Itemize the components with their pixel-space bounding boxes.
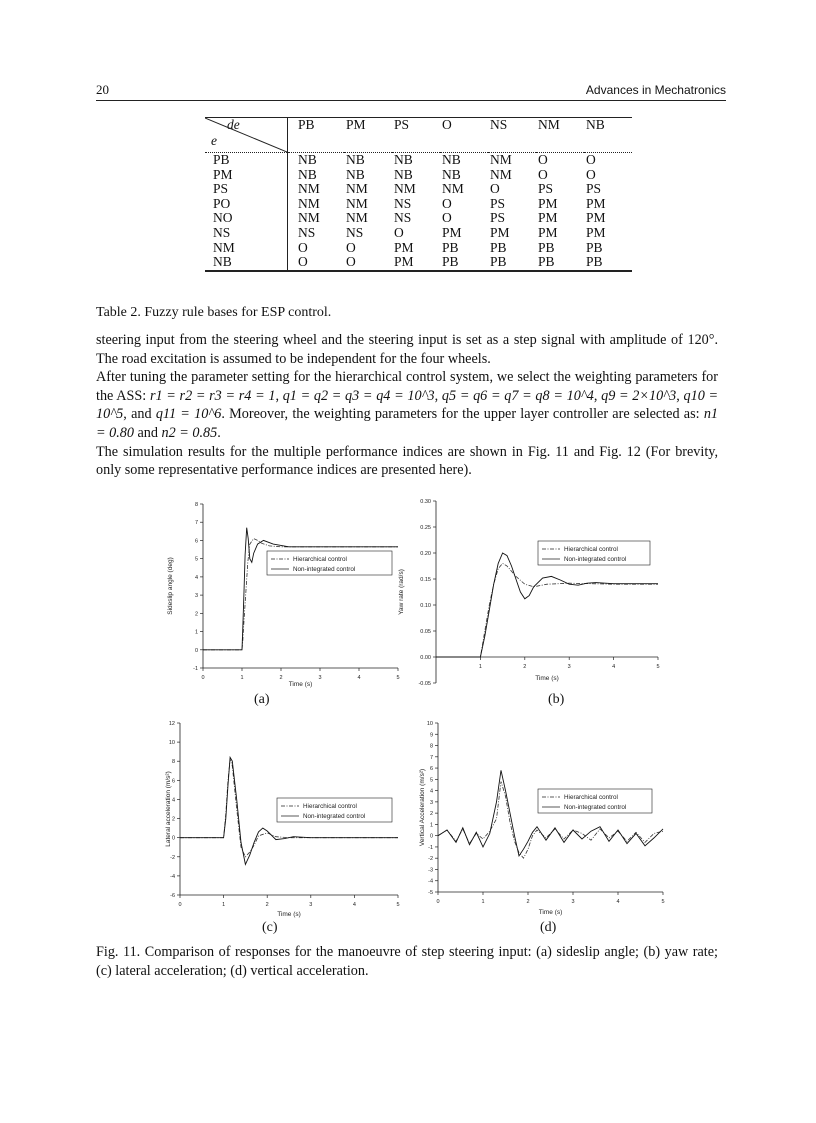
x-tick-label: 4	[357, 675, 361, 681]
y-tick-label: 0	[429, 833, 433, 840]
table-caption: Table 2. Fuzzy rule bases for ESP control.	[96, 305, 332, 320]
y-tick-label: 10	[168, 740, 175, 747]
y-tick-label: 0.25	[420, 525, 431, 531]
table-cell: O	[344, 255, 392, 271]
y-tick-label: -0.05	[418, 681, 431, 687]
paragraph-3: The simulation results for the multiple performance indices are shown in Fig. 11 and Fig. 12 (For brevity, only some representative performance indices are presented here).	[96, 443, 718, 479]
table-cell: NB	[298, 152, 317, 167]
y-tick-label: -1	[193, 666, 198, 672]
table-col-header: NS	[488, 118, 536, 153]
y-tick-label: 4	[429, 788, 433, 795]
y-tick-label: -4	[428, 878, 433, 885]
y-tick-label: -1	[428, 844, 433, 851]
chart-lateral-acceleration	[160, 715, 410, 920]
table-cell: NB	[346, 166, 365, 182]
x-tick-label: 1	[481, 899, 485, 905]
table-cell: PM	[392, 255, 440, 271]
chart-yaw-rate	[393, 496, 663, 696]
table-cell: PB	[442, 239, 459, 255]
table-cell: PB	[488, 255, 536, 271]
eq-n1: n1 = 0.80	[96, 406, 719, 441]
running-title: Advances in Mechatronics	[585, 83, 726, 97]
y-tick-label: -3	[428, 867, 433, 874]
y-tick-label: 0.00	[420, 655, 431, 661]
x-tick-label: 3	[309, 902, 313, 908]
x-tick-label: 4	[616, 899, 620, 905]
table-cell: PB	[440, 255, 488, 271]
x-tick-label: 5	[656, 664, 660, 670]
y-tick-label: 1	[194, 629, 198, 636]
panel-label-b: (b)	[548, 692, 565, 707]
table-col-header: NB	[584, 118, 632, 153]
y-axis-label: Vertical Acceleration (m/s²)	[419, 768, 426, 847]
corner-diagonal	[205, 118, 287, 152]
table-corner	[205, 118, 288, 153]
table-cell: PB	[586, 239, 603, 255]
table-row	[205, 168, 632, 183]
y-tick-label: 0	[194, 647, 198, 654]
row-header: NB	[205, 255, 288, 271]
y-tick-label: 4	[171, 797, 175, 804]
fuzzy-rule-table	[205, 117, 632, 272]
table-cell: PM	[538, 224, 558, 240]
row-header: PO	[205, 197, 288, 212]
eq-n2: n2 = 0.85	[161, 424, 218, 441]
page-header	[96, 80, 726, 101]
table-cell: PS	[586, 181, 602, 197]
x-tick-label: 1	[478, 664, 482, 670]
p2-intro: After tuning the parameter setting for the hierarchical control system, we select the weighting parameters for the ASS:	[96, 369, 718, 404]
y-tick-label: 7	[429, 754, 433, 761]
x-tick-label: 5	[396, 902, 400, 908]
table-row	[205, 226, 632, 241]
y-tick-label: 3	[194, 593, 198, 600]
table-row	[205, 211, 632, 226]
table-cell: PB	[536, 255, 584, 271]
table-cell: PB	[490, 239, 507, 255]
y-tick-label: 0.15	[420, 577, 431, 583]
table-cell: O	[442, 210, 452, 226]
x-tick-label: 2	[279, 675, 283, 681]
y-axis-label: Yaw rate (rad/s)	[398, 569, 405, 615]
eq-q9: q9 = 2×10^3	[601, 387, 677, 404]
table-cell: NM	[346, 181, 368, 197]
y-tick-label: 12	[168, 721, 175, 727]
panel-label-c: (c)	[262, 920, 278, 935]
series-line-non-integrated	[436, 553, 658, 657]
series-line-non-integrated	[203, 528, 398, 650]
page-number: 20	[96, 82, 109, 97]
table-cell: PM	[538, 210, 558, 226]
table-cell: PM	[586, 210, 606, 226]
table-cell: NB	[442, 152, 461, 167]
panel-label-a: (a)	[254, 692, 270, 707]
legend-label: Hierarchical control	[303, 803, 357, 811]
row-header: PS	[205, 182, 288, 197]
table-cell: NM	[346, 210, 368, 226]
x-tick-label: 3	[318, 675, 322, 681]
table-cell: O	[586, 152, 596, 167]
corner-e: e	[211, 133, 217, 148]
table-cell: NS	[346, 224, 364, 240]
row-header: PB	[205, 153, 288, 168]
paragraph-2: After tuning the parameter setting for the hierarchical control system, we select the weighting parameters for the ASS: r1 = r2 = r3 = r4 = 1, q1 = q2 = q3 = q4 = 10^3, q5 = q6 = q7 = q8 = 10^4, q9 = 2×10^3, q10 = 10^5, and q11 = 10^6. Moreover, the weighting parameters for the upper layer controller are selected as: n1 = 0.80 and n2 = 0.85.	[96, 369, 719, 441]
row-header: NS	[205, 226, 288, 241]
paragraph-1: steering input from the steering wheel and the steering input is set as a step signal with amplitude of 120°. The road excitation is assumed to be independent for the four wheels.	[96, 332, 718, 367]
panel-label-d: (d)	[540, 920, 557, 935]
y-tick-label: -2	[170, 854, 175, 861]
y-tick-label: 2	[429, 811, 433, 818]
x-tick-label: 3	[571, 899, 575, 905]
chart-sideslip-angle	[160, 496, 410, 696]
table-cell: NS	[394, 210, 412, 226]
x-tick-label: 3	[567, 664, 571, 670]
legend-label: Hierarchical control	[564, 794, 618, 802]
legend-label: Non-integrated control	[303, 813, 366, 821]
table-cell: NM	[394, 181, 416, 197]
table-cell: O	[346, 239, 356, 255]
table-cell: NB	[346, 152, 365, 167]
table-cell: PS	[538, 181, 554, 197]
y-axis-label: Sideslip angle (deg)	[167, 557, 174, 615]
legend-label: Non-integrated control	[564, 804, 627, 812]
y-tick-label: 0.05	[420, 629, 431, 635]
x-tick-label: 5	[661, 899, 665, 905]
x-axis-label: Time (s)	[538, 909, 563, 916]
table-cell: PM	[394, 239, 414, 255]
x-tick-label: 0	[201, 675, 205, 681]
eq-q10: q10 = 10^5	[96, 387, 719, 423]
corner-de: de	[227, 117, 240, 132]
word-and-2: and	[137, 424, 158, 441]
table-row	[205, 197, 632, 212]
table-cell: NM	[298, 210, 320, 226]
y-tick-label: 9	[429, 732, 433, 739]
y-tick-label: 8	[429, 743, 433, 750]
legend-label: Non-integrated control	[293, 566, 356, 574]
row-header: NM	[205, 241, 288, 256]
table-cell: NM	[298, 181, 320, 197]
eq-q11: q11 = 10^6	[155, 406, 222, 423]
y-tick-label: 8	[171, 759, 175, 766]
table-cell: O	[394, 224, 404, 240]
table-cell: PB	[584, 255, 632, 271]
y-tick-label: 5	[194, 556, 198, 563]
y-tick-label: 2	[171, 816, 175, 823]
table-cell: PM	[538, 195, 558, 211]
x-tick-label: 1	[240, 675, 244, 681]
y-tick-label: -6	[170, 893, 175, 899]
y-tick-label: 1	[429, 822, 433, 829]
y-tick-label: 0.10	[420, 603, 431, 609]
x-tick-label: 5	[396, 675, 400, 681]
figure-caption: Fig. 11. Comparison of responses for the manoeuvre of step steering input: (a) sideslip angle; (b) yaw rate; (c) lateral acceleration; (d) vertical acceleration.	[96, 944, 718, 979]
y-tick-label: 0.20	[420, 551, 431, 557]
y-tick-label: 6	[429, 766, 433, 773]
x-tick-label: 0	[436, 899, 440, 905]
table-cell: NB	[394, 166, 413, 182]
body-text	[96, 331, 718, 480]
table-cell: PM	[586, 224, 606, 240]
y-tick-label: 4	[194, 574, 198, 581]
y-tick-label: 3	[429, 799, 433, 806]
eq-q5: q5 = q6 = q7 = q8 = 10^4	[441, 387, 594, 404]
legend-label: Non-integrated control	[564, 556, 627, 564]
y-tick-label: 0	[171, 835, 175, 842]
y-tick-label: -5	[428, 890, 433, 896]
table-cell: NM	[298, 195, 320, 211]
word-and: and	[131, 406, 152, 423]
table-col-header: PM	[344, 118, 392, 153]
table-cell: O	[538, 166, 548, 182]
table-cell: NM	[442, 181, 464, 197]
table-cell: O	[490, 181, 500, 197]
y-tick-label: 5	[429, 777, 433, 784]
table-cell: PM	[442, 224, 462, 240]
x-tick-label: 0	[178, 902, 182, 908]
table-cell: NM	[490, 152, 512, 167]
table-row	[205, 241, 632, 256]
table-cell: NB	[442, 166, 461, 182]
y-tick-label: 6	[194, 538, 198, 545]
table-cell: PM	[586, 195, 606, 211]
table-col-header: NM	[536, 118, 584, 153]
table-col-header: PS	[392, 118, 440, 153]
table-row	[205, 255, 632, 271]
table-cell: PS	[490, 195, 506, 211]
chart-vertical-acceleration	[393, 715, 665, 920]
table-cell: O	[298, 239, 308, 255]
table-cell: O	[586, 166, 596, 182]
y-tick-label: 8	[194, 502, 198, 508]
p2-moreover: . Moreover, the weighting parameters for the upper layer controller are selected as:	[221, 406, 700, 423]
y-tick-label: 6	[171, 778, 175, 785]
x-tick-label: 1	[222, 902, 226, 908]
table-cell: PM	[490, 224, 510, 240]
eq-r: r1 = r2 = r3 = r4 = 1	[149, 387, 276, 404]
x-tick-label: 4	[352, 902, 356, 908]
table-cell: NB	[394, 152, 413, 167]
table-row	[205, 153, 632, 168]
table-cell: NM	[346, 195, 368, 211]
y-axis-label: Lateral acceleration (m/s²)	[165, 771, 172, 847]
table-cell: NS	[298, 224, 316, 240]
legend-label: Hierarchical control	[564, 546, 618, 554]
x-tick-label: 2	[265, 902, 269, 908]
y-tick-label: -4	[170, 873, 175, 880]
eq-q1: q1 = q2 = q3 = q4 = 10^3	[282, 387, 435, 404]
legend-label: Hierarchical control	[293, 556, 347, 564]
table-cell: NB	[298, 166, 317, 182]
x-tick-label: 4	[612, 664, 616, 670]
y-tick-label: 2	[194, 611, 198, 618]
table-cell: O	[288, 255, 345, 271]
table-col-header: PB	[288, 118, 345, 153]
row-header: PM	[205, 168, 288, 183]
table-cell: O	[442, 195, 452, 211]
x-axis-label: Time (s)	[535, 675, 559, 682]
table-cell: O	[538, 152, 548, 167]
x-tick-label: 2	[523, 664, 527, 670]
y-tick-label: 10	[426, 721, 433, 727]
table-cell: NM	[490, 166, 512, 182]
table-row	[205, 182, 632, 197]
table-cell: NS	[394, 195, 412, 211]
table-col-header: O	[440, 118, 488, 153]
table-cell: PB	[538, 239, 555, 255]
y-tick-label: 7	[194, 520, 198, 527]
table-cell: PS	[490, 210, 506, 226]
row-header: NO	[205, 211, 288, 226]
x-axis-label: Time (s)	[288, 681, 313, 688]
y-tick-label: 0.30	[420, 499, 431, 505]
x-tick-label: 2	[526, 899, 530, 905]
x-axis-label: Time (s)	[277, 911, 301, 918]
y-tick-label: -2	[428, 856, 433, 863]
